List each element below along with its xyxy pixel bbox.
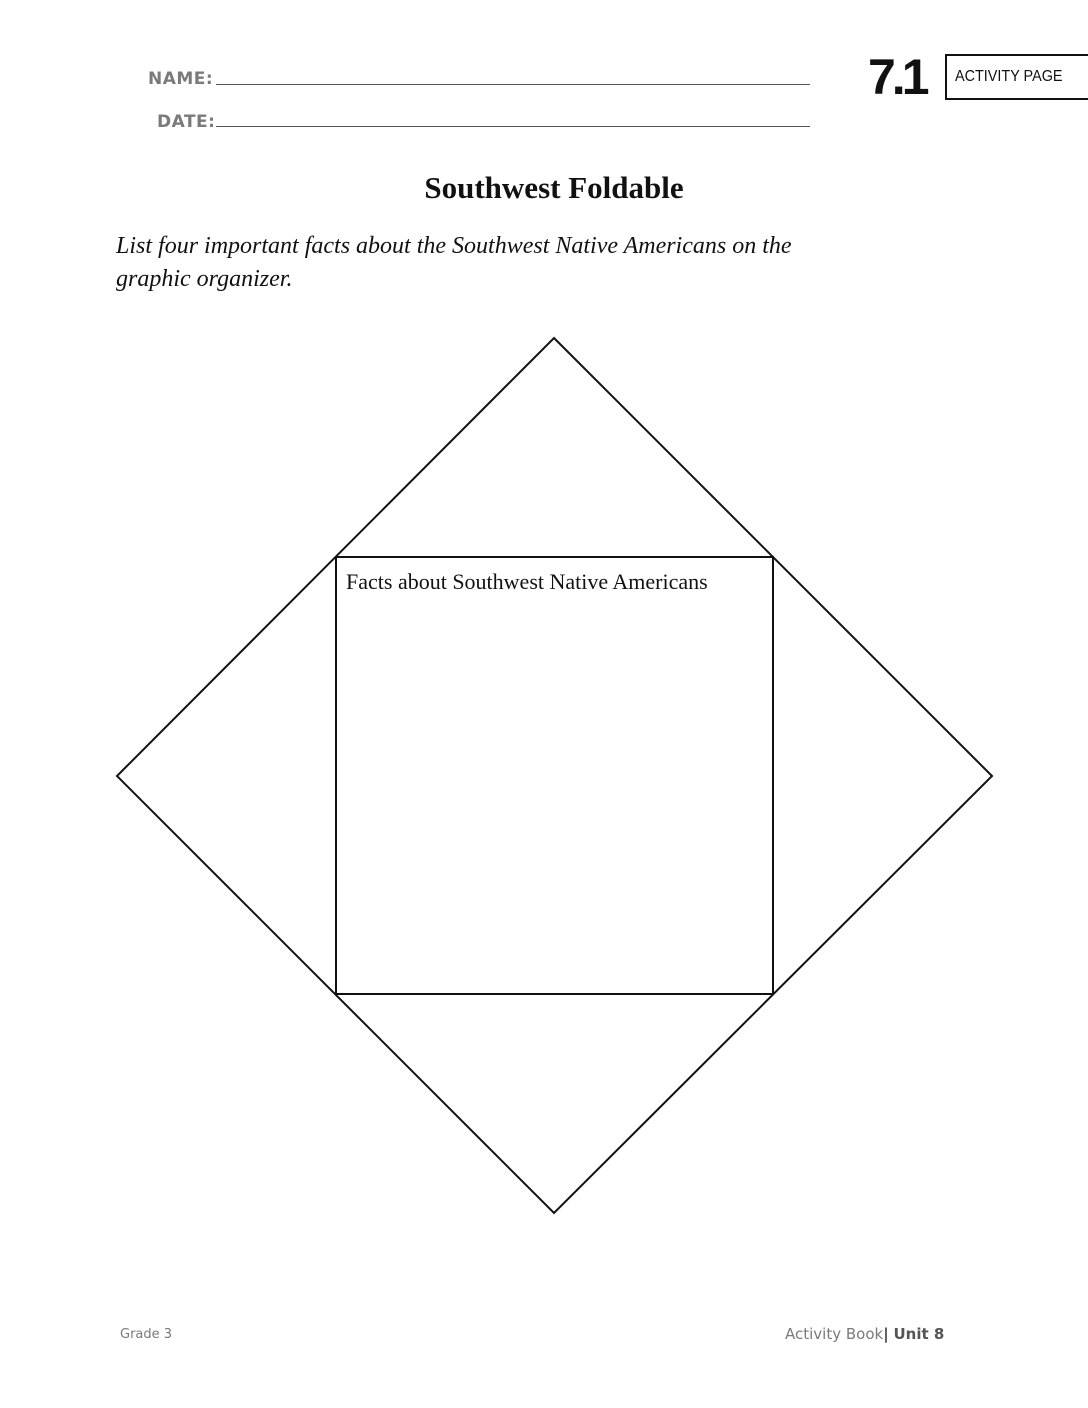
page-title: Southwest Foldable xyxy=(424,170,684,205)
footer-separator: | xyxy=(883,1325,889,1343)
center-label: Facts about Southwest Native Americans xyxy=(346,569,708,594)
activity-page-label: ACTIVITY PAGE xyxy=(955,68,1063,85)
name-label: NAME: xyxy=(148,69,214,89)
footer-grade: Grade 3 xyxy=(120,1327,173,1342)
foldable-diamond xyxy=(117,338,992,1213)
center-square[interactable] xyxy=(336,557,773,994)
footer-book-title: Activity Book xyxy=(785,1325,884,1343)
footer-book-info xyxy=(785,1325,944,1343)
activity-number: 7.1 xyxy=(868,49,926,105)
footer-unit: Unit 8 xyxy=(893,1325,945,1343)
date-label: DATE: xyxy=(157,112,216,132)
instructions: List four important facts about the Southwest Native Americans on the graphic organizer. xyxy=(116,233,792,292)
